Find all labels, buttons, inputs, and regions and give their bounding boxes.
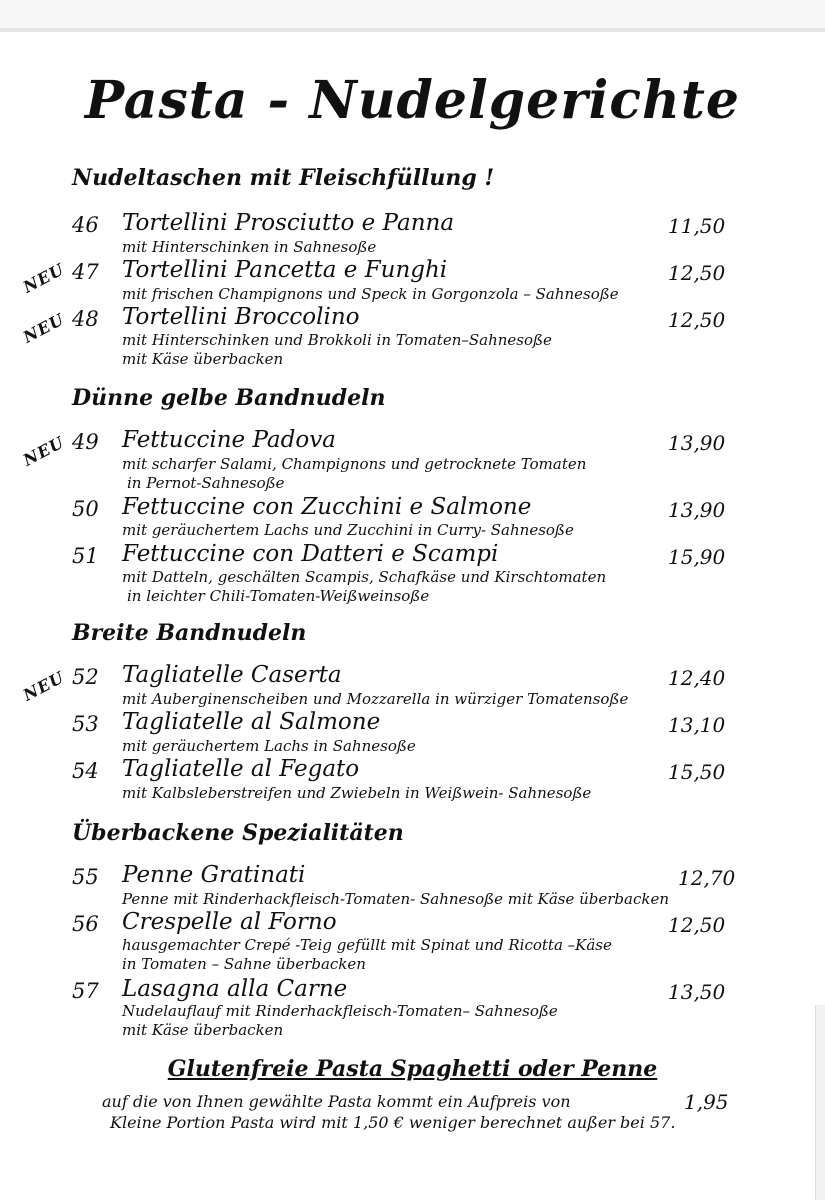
section-heading: Nudeltaschen mit Fleischfüllung ! — [72, 165, 495, 191]
item-number: 51 — [72, 544, 99, 568]
item-price: 12,50 — [668, 261, 726, 285]
item-description: mit Auberginenscheiben und Mozzarella in würziger Tomatensoße — [122, 690, 629, 708]
item-number: 46 — [72, 213, 99, 237]
item-name: Tagliatelle al Salmone — [122, 709, 381, 735]
item-description: in leichter Chili-Tomaten-Weißweinsoße — [127, 587, 430, 605]
item-price: 13,90 — [668, 431, 726, 455]
item-number: 55 — [72, 865, 99, 889]
item-number: 50 — [72, 497, 99, 521]
item-name: Tortellini Prosciutto e Panna — [122, 210, 455, 236]
item-price: 13,90 — [668, 498, 726, 522]
new-badge: NEU — [20, 667, 68, 705]
new-badge: NEU — [20, 309, 68, 347]
item-number: 57 — [72, 979, 99, 1003]
item-price: 13,10 — [668, 713, 726, 737]
item-price: 12,50 — [668, 308, 726, 332]
item-name: Tortellini Broccolino — [122, 304, 360, 330]
item-description: Penne mit Rinderhackfleisch-Tomaten- Sahnesoße mit Käse überbacken — [122, 890, 669, 908]
new-badge: NEU — [20, 259, 68, 297]
item-number: 47 — [72, 260, 99, 284]
item-name: Fettuccine Padova — [122, 427, 336, 453]
item-price: 11,50 — [668, 214, 726, 238]
item-description: mit scharfer Salami, Champignons und getrocknete Tomaten — [122, 455, 587, 473]
item-price: 12,40 — [668, 666, 726, 690]
item-description: Nudelauflauf mit Rinderhackfleisch-Tomaten– Sahnesoße — [122, 1002, 558, 1020]
item-description: mit Datteln, geschälten Scampis, Schafkäse und Kirschtomaten — [122, 568, 607, 586]
item-description: in Pernot-Sahnesoße — [127, 474, 285, 492]
portion-note: Kleine Portion Pasta wird mit 1,50 € weniger berechnet außer bei 57. — [110, 1113, 676, 1132]
item-description: mit Käse überbacken — [122, 1021, 284, 1039]
new-badge: NEU — [20, 432, 68, 470]
item-name: Lasagna alla Carne — [122, 976, 348, 1002]
item-description: mit Hinterschinken und Brokkoli in Tomaten–Sahnesoße — [122, 331, 552, 349]
item-number: 54 — [72, 759, 99, 783]
section-heading: Breite Bandnudeln — [72, 620, 307, 646]
item-number: 52 — [72, 665, 99, 689]
item-description: mit Hinterschinken in Sahnesoße — [122, 238, 377, 256]
top-bar — [0, 0, 825, 32]
section-heading: Überbackene Spezialitäten — [72, 820, 404, 846]
glutenfree-price: 1,95 — [684, 1090, 729, 1114]
item-description: mit Kalbsleberstreifen und Zwiebeln in Weißwein- Sahnesoße — [122, 784, 592, 802]
item-price: 12,70 — [678, 866, 736, 890]
item-description: mit frischen Champignons und Speck in Gorgonzola – Sahnesoße — [122, 285, 619, 303]
item-price: 12,50 — [668, 913, 726, 937]
item-name: Tagliatelle Caserta — [122, 662, 342, 688]
item-number: 49 — [72, 430, 99, 454]
item-name: Tortellini Pancetta e Funghi — [122, 257, 448, 283]
menu-title: Pasta - Nudelgerichte — [85, 70, 740, 131]
right-edge-shadow — [815, 1005, 825, 1200]
item-price: 13,50 — [668, 980, 726, 1004]
item-name: Fettuccine con Datteri e Scampi — [122, 541, 499, 567]
item-number: 56 — [72, 912, 99, 936]
section-heading: Dünne gelbe Bandnudeln — [72, 385, 386, 411]
item-description: hausgemachter Crepé -Teig gefüllt mit Spinat und Ricotta –Käse — [122, 936, 612, 954]
item-description: mit geräuchertem Lachs und Zucchini in Curry- Sahnesoße — [122, 521, 574, 539]
glutenfree-note: auf die von Ihnen gewählte Pasta kommt ein Aufpreis von — [102, 1092, 571, 1111]
item-description: mit geräuchertem Lachs in Sahnesoße — [122, 737, 416, 755]
glutenfree-heading: Glutenfreie Pasta Spaghetti oder Penne — [167, 1056, 658, 1082]
item-description: mit Käse überbacken — [122, 350, 284, 368]
item-price: 15,50 — [668, 760, 726, 784]
item-name: Fettuccine con Zucchini e Salmone — [122, 494, 532, 520]
item-name: Tagliatelle al Fegato — [122, 756, 360, 782]
item-name: Crespelle al Forno — [122, 909, 337, 935]
item-number: 48 — [72, 307, 99, 331]
item-number: 53 — [72, 712, 99, 736]
item-name: Penne Gratinati — [122, 862, 306, 888]
item-description: in Tomaten – Sahne überbacken — [122, 955, 366, 973]
item-price: 15,90 — [668, 545, 726, 569]
